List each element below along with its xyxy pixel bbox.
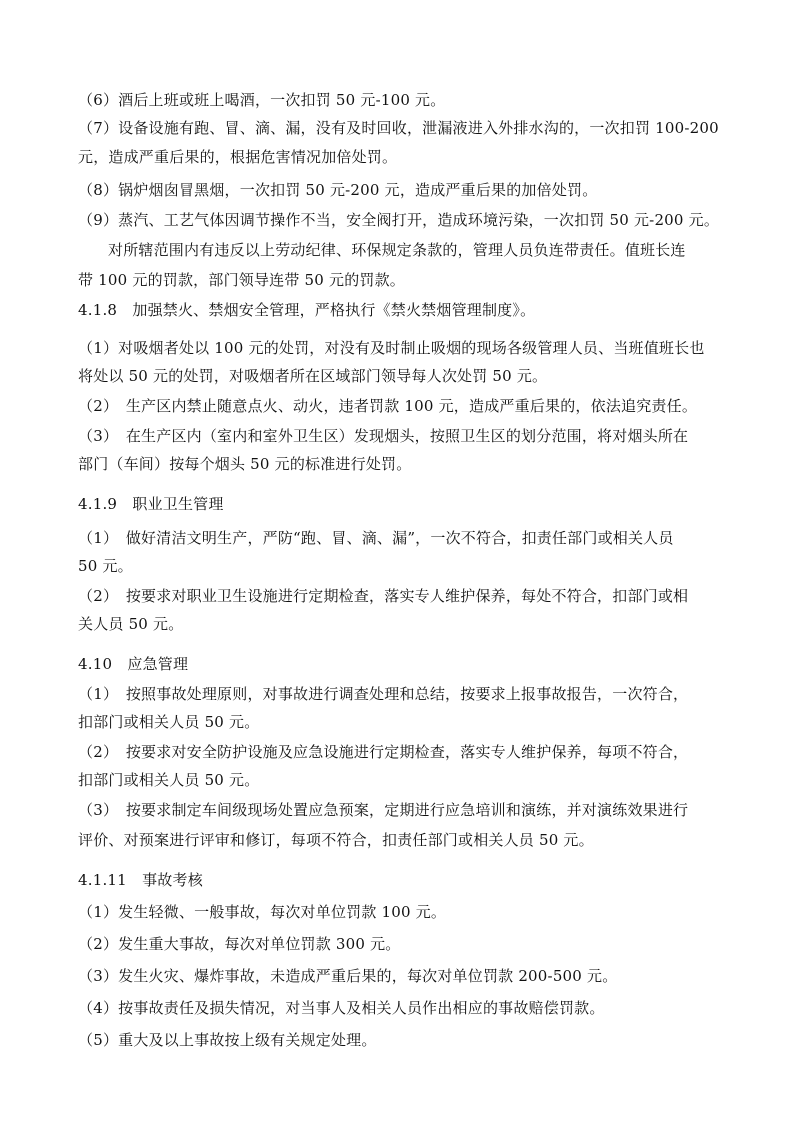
item-7-leak-line2: 元，造成严重后果的，根据危害情况加倍处罚。 <box>78 148 398 166</box>
smoking-item-1-line2: 将处以 50 元的处罚，对吸烟者所在区域部门领导每人次处罚 50 元。 <box>78 367 548 385</box>
joint-liability-line1: 对所辖范围内有违反以上劳动纪律、环保规定条款的，管理人员负连带责任。值班长连 <box>108 241 686 259</box>
section-4-1-11-heading: 4.1.11 事故考核 <box>78 871 203 889</box>
hygiene-item-2-line2: 关人员 50 元。 <box>78 615 184 633</box>
smoking-item-3-line1: （3） 在生产区内（室内和室外卫生区）发现烟头，按照卫生区的划分范围，将对烟头所在 <box>78 427 689 445</box>
emergency-item-2-line2: 扣部门或相关人员 50 元。 <box>78 771 260 789</box>
item-7-leak-line1: （7）设备设施有跑、冒、滴、漏，没有及时回收，泄漏液进入外排水沟的，一次扣罚 100-200 <box>78 119 719 137</box>
accident-item-1: （1）发生轻微、一般事故，每次对单位罚款 100 元。 <box>78 903 447 921</box>
hygiene-item-1-line2: 50 元。 <box>78 557 133 575</box>
hygiene-item-1-line1: （1） 做好清洁文明生产，严防“跑、冒、滴、漏”，一次不符合，扣责任部门或相关人员 <box>78 529 674 547</box>
item-8-boiler-smoke: （8）锅炉烟囱冒黑烟，一次扣罚 50 元-200 元，造成严重后果的加倍处罚。 <box>78 181 598 199</box>
emergency-item-3-line1: （3） 按要求制定车间级现场处置应急预案，定期进行应急培训和演练，并对演练效果进行 <box>78 801 689 819</box>
accident-item-2: （2）发生重大事故，每次对单位罚款 300 元。 <box>78 935 401 953</box>
emergency-item-1-line1: （1） 按照事故处理原则，对事故进行调查处理和总结，按要求上报事故报告，一次符合， <box>78 685 689 703</box>
accident-item-5: （5）重大及以上事故按上级有关规定处理。 <box>78 1031 377 1049</box>
hygiene-item-2-line1: （2） 按要求对职业卫生设施进行定期检查，落实专人维护保养，每处不符合，扣部门或相 <box>78 587 689 605</box>
joint-liability-line2: 带 100 元的罚款，部门领导连带 50 元的罚款。 <box>78 271 405 289</box>
section-4-1-8-heading: 4.1.8 加强禁火、禁烟安全管理，严格执行《禁火禁烟管理制度》。 <box>78 301 536 319</box>
emergency-item-2-line1: （2） 按要求对安全防护设施及应急设施进行定期检查，落实专人维护保养，每项不符合， <box>78 743 689 761</box>
emergency-item-3-line2: 评价、对预案进行评审和修订，每项不符合，扣责任部门或相关人员 50 元。 <box>78 831 594 849</box>
smoking-item-2: （2） 生产区内禁止随意点火、动火，违者罚款 100 元，造成严重后果的，依法追究责任。 <box>78 397 698 415</box>
smoking-item-1-line1: （1）对吸烟者处以 100 元的处罚，对没有及时制止吸烟的现场各级管理人员、当班值班长也 <box>78 339 705 357</box>
item-6-drinking: （6）酒后上班或班上喝酒，一次扣罚 50 元-100 元。 <box>78 91 446 109</box>
section-4-10-heading: 4.10 应急管理 <box>78 655 189 673</box>
emergency-item-1-line2: 扣部门或相关人员 50 元。 <box>78 713 260 731</box>
smoking-item-3-line2: 部门（车间）按每个烟头 50 元的标准进行处罚。 <box>78 455 412 473</box>
accident-item-3: （3）发生火灾、爆炸事故，未造成严重后果的，每次对单位罚款 200-500 元。 <box>78 967 618 985</box>
item-9-steam: （9）蒸汽、工艺气体因调节操作不当，安全阀打开，造成环境污染，一次扣罚 50 元-200 元。 <box>78 211 720 229</box>
section-4-1-9-heading: 4.1.9 职业卫生管理 <box>78 495 224 513</box>
accident-item-4: （4）按事故责任及损失情况，对当事人及相关人员作出相应的事故赔偿罚款。 <box>78 999 605 1017</box>
